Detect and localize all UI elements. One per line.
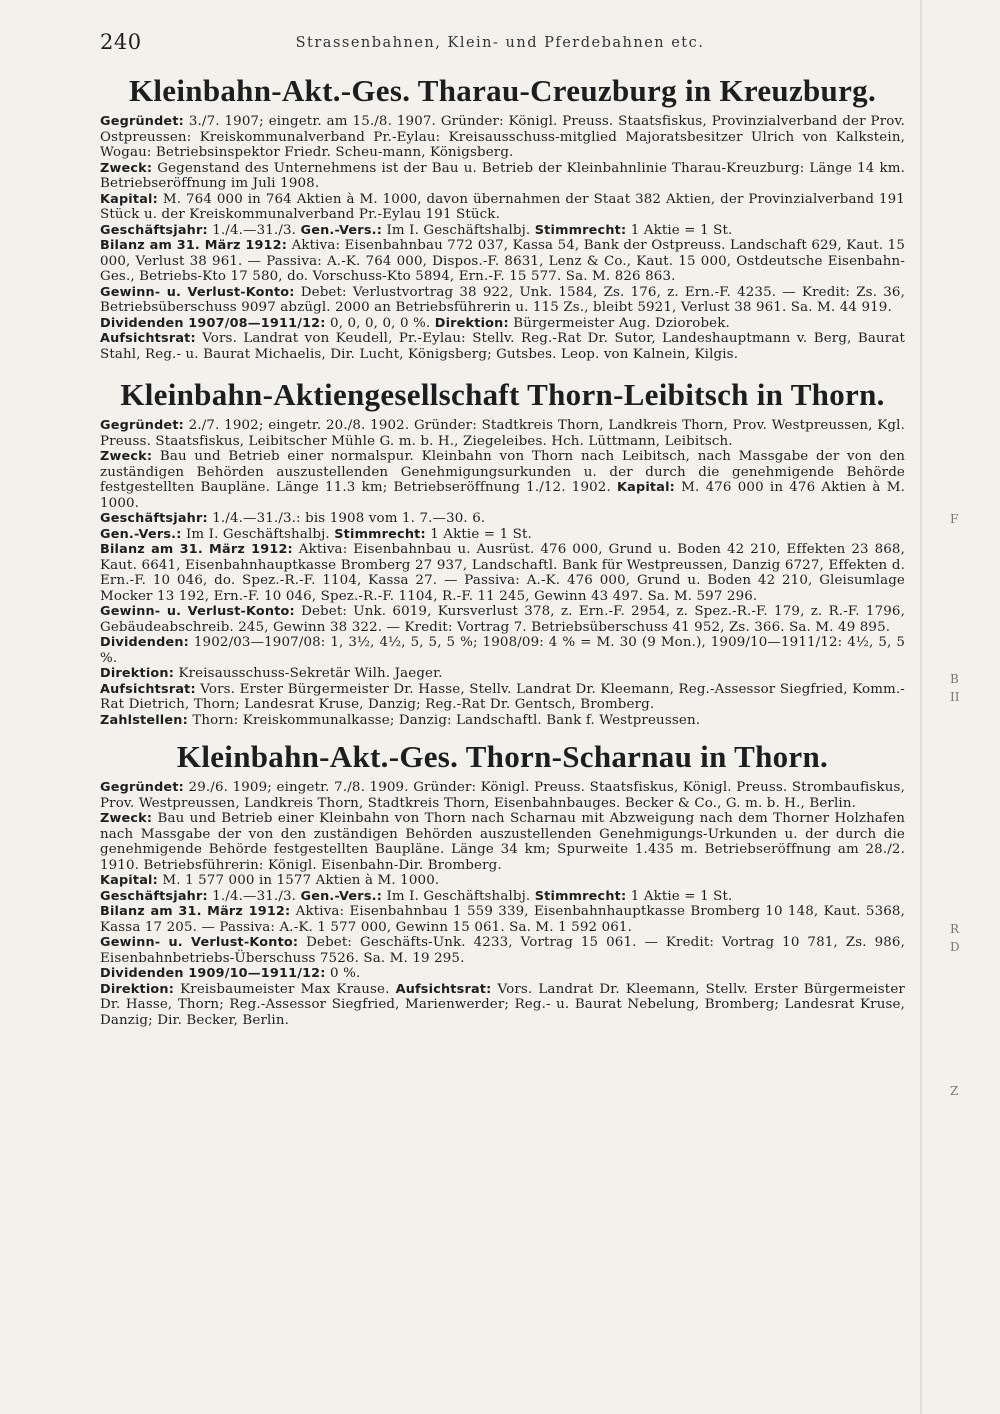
entry-text: Aktiva: Eisenbahnbau 1 559 339, Eisenbahnhauptkasse Bromberg 10 148, Kaut. 5368, Kassa 17 205. — Passiva: A.-K. 1 577 000, Gewinn 15 061. Sa. M. 1 592 061. — [100, 904, 905, 935]
margin-mark: II — [950, 690, 960, 704]
entry-text: M. 476 000 in 476 Aktien à M. 1000. — [100, 480, 905, 511]
entry-label: Dividenden: — [100, 635, 189, 650]
entry-text: Aktiva: Eisenbahnbau 772 037, Kassa 54, Bank der Ostpreuss. Landschaft 629, Kaut. 15 000, Verlust 38 961. — Passiva: A.-K. 764 000, Dispos.-F. 8631, Lenz & Co., Kaut. 15 000, Ostdeutsche Eisenbahn-Ges., Betriebs-Kto 17 580, do. Vorschuss-Kto 5894, Ern.-F. 15 577. Sa. M. 826 863. — [100, 238, 906, 284]
entry-founded — [100, 114, 905, 161]
entry-dividends — [100, 635, 905, 666]
entry-text: 1./4.—31./3. — [212, 222, 297, 238]
entry-label: Geschäftsjahr: — [100, 511, 208, 526]
entry-text: Kreisausschuss-Sekretär Wilh. Jaeger. — [178, 666, 443, 681]
page-number: 240 — [100, 30, 142, 54]
entry-text: Debet: Verlustvortrag 38 922, Unk. 1584, Zs. 176, z. Ern.-F. 4235. — Kredit: Zs. 36, Betriebsüberschuss 9097 abzügl. 2000 an Betriebsführerin u. 115 Zs., bleibt 5921, Verlust 38 961. Sa. M. 44 919. — [100, 284, 905, 315]
entry-text: Im I. Geschäftshalbj. — [185, 526, 330, 542]
entry-label: Aufsichtsrat: — [100, 681, 196, 697]
entry-label: Gegründet: — [100, 418, 184, 433]
entry-text: M. 764 000 in 764 Aktien à M. 1000, davon übernahmen der Staat 382 Aktien, der Provinzialverband 191 Stück u. der Kreiskommunalverband Pr.-Eylau 191 Stück. — [100, 191, 905, 222]
entry-label: Stimmrecht: — [334, 526, 426, 542]
entry-label: Direktion: — [434, 315, 509, 331]
entry-text: Bau und Betrieb einer normalspur. Kleinbahn von Thorn nach Leibitsch, nach Massgabe der von den zuständigen Behörden auszustellenden Genehmigungsurkunden u. der durch die genehmigende Behörde festgestellten Baupläne. Länge 11.3 km; Betriebseröffnung 1./12. 1902. — [100, 449, 905, 495]
entry-text: M. 1 577 000 in 1577 Aktien à M. 1000. — [162, 873, 440, 888]
entry-text: 1./4.—31./3.: bis 1908 vom 1. 7.—30. 6. — [212, 511, 486, 526]
entry-text: Vors. Erster Bürgermeister Dr. Hasse, Stellv. Landrat Dr. Kleemann, Reg.-Assessor Siegfried, Komm.-Rat Dietrich, Thorn; Landesrat Kruse, Danzig; Reg.-Rat Dr. Gentsch, Bromberg. — [100, 681, 905, 712]
entry-balance — [100, 542, 905, 604]
entry-text: Debet: Geschäfts-Unk. 4233, Vortrag 15 061. — Kredit: Vortrag 10 781, Zs. 986, Eisenbahnbetriebs-Überschuss 7526. Sa. M. 19 295. — [100, 935, 905, 966]
entry-paying-agents — [100, 713, 905, 729]
entry-label: Stimmrecht: — [534, 222, 627, 238]
adjacent-page-margin — [930, 0, 990, 1414]
entry-label: Dividenden 1909/10—1911/12: — [100, 966, 326, 981]
entry-balance — [100, 238, 905, 285]
running-title: Strassenbahnen, Klein- und Pferdebahnen etc. — [295, 35, 705, 51]
entry-text: Aktiva: Eisenbahnbau u. Ausrüst. 476 000, Grund u. Boden 42 210, Effekten 23 868, Kaut. 6641, Eisenbahnhauptkasse Bromberg 27 937, Landschaftl. Bank für Westpreussen, Danzig 6727, Effekten d. Ern.-F. 10 046, do. Spez.-R.-F. 1104, Kassa 27. — Passiva: A.-K. 476 000, Grund u. Boden 42 210, Gleisumlage Mocker 13 192, Ern.-F. 10 046, Spez.-R.-F. 1104, R.-F. 11 245, Gewinn 43 497. Sa. M. 597 296. — [100, 542, 905, 604]
entry-label: Gewinn- u. Verlust-Konto: — [100, 604, 295, 619]
entry-label: Aufsichtsrat: — [395, 981, 492, 997]
entry-label: Geschäftsjahr: — [100, 222, 208, 238]
entry-text: 1 Aktie = 1 St. — [630, 888, 733, 904]
entry-label: Geschäftsjahr: — [100, 888, 208, 904]
entry-text: 1902/03—1907/08: 1, 3½, 4½, 5, 5, 5 %; 1908/09: 4 % = M. 30 (9 Mon.), 1909/10—1911/12: 4½, 5, 5 %. — [100, 635, 905, 666]
page-binding-edge — [920, 0, 923, 1414]
entry-supervisory-board — [100, 682, 905, 713]
entry-balance — [100, 904, 905, 935]
entry-purpose — [100, 449, 905, 511]
company-section — [100, 372, 905, 728]
entry-profit-loss — [100, 604, 905, 635]
entry-capital — [100, 873, 905, 889]
company-section — [100, 68, 905, 362]
entry-label: Zweck: — [100, 449, 153, 464]
entry-text: 1 Aktie = 1 St. — [430, 526, 532, 542]
entry-label: Stimmrecht: — [534, 888, 627, 904]
entry-label: Bilanz am 31. März 1912: — [100, 238, 288, 253]
entry-label: Bilanz am 31. März 1912: — [100, 904, 291, 919]
entry-text: Gegenstand des Unternehmens ist der Bau u. Betrieb der Kleinbahnlinie Tharau-Kreuzburg: Länge 14 km. Betriebseröffnung im Juli 1908. — [100, 160, 905, 191]
entry-label: Kapital: — [617, 480, 675, 495]
entry-label: Dividenden 1907/08—1911/12: — [100, 315, 326, 331]
entry-text: 1 Aktie = 1 St. — [630, 222, 733, 238]
entry-management — [100, 666, 905, 682]
text-column — [100, 68, 905, 1028]
entry-purpose — [100, 811, 905, 873]
entry-text: Bürgermeister Aug. Dziorobek. — [513, 315, 730, 331]
company-section — [100, 734, 905, 1028]
entry-founded — [100, 780, 905, 811]
entry-label: Gewinn- u. Verlust-Konto: — [100, 284, 295, 300]
entry-label: Zahlstellen: — [100, 712, 188, 728]
entry-general-meeting — [100, 527, 905, 543]
entry-dividends — [100, 966, 905, 982]
entry-profit-loss — [100, 935, 905, 966]
company-title: Kleinbahn-Aktiengesellschaft Thorn-Leibitsch in Thorn. — [120, 377, 885, 412]
entry-label: Kapital: — [100, 873, 158, 888]
page-header — [100, 30, 900, 60]
entry-text: 0 %. — [330, 966, 361, 981]
entry-label: Direktion: — [100, 666, 175, 681]
entry-text: Vors. Landrat von Keudell, Pr.-Eylau: Stellv. Reg.-Rat Dr. Sutor, Landeshauptmann v. Berg, Baurat Stahl, Reg.- u. Baurat Michaelis, Dir. Lucht, Königsberg; Gutsbes. Leop. von Kalnein, Kilgis. — [100, 331, 905, 362]
company-title: Kleinbahn-Akt.-Ges. Tharau-Creuzburg in Kreuzburg. — [128, 73, 877, 108]
entry-text: 1./4.—31./3. — [212, 888, 297, 904]
entry-label: Gewinn- u. Verlust-Konto: — [100, 935, 299, 950]
entry-label: Bilanz am 31. März 1912: — [100, 542, 293, 557]
entry-label: Gen.-Vers.: — [100, 526, 182, 542]
entry-fiscal-year — [100, 511, 905, 527]
margin-mark: D — [950, 940, 960, 954]
entry-text: Im I. Geschäftshalbj. — [386, 222, 531, 238]
entry-label: Direktion: — [100, 981, 175, 997]
margin-mark: R — [950, 922, 960, 936]
entry-label: Gen.-Vers.: — [300, 888, 383, 904]
entry-text: Thorn: Kreiskommunalkasse; Danzig: Landschaftl. Bank f. Westpreussen. — [192, 712, 701, 728]
entry-text: Kreisbaumeister Max Krause. — [180, 981, 390, 997]
entry-fiscal-year — [100, 889, 905, 905]
entry-label: Gen.-Vers.: — [300, 222, 383, 238]
company-title: Kleinbahn-Akt.-Ges. Thorn-Scharnau in Thorn. — [176, 739, 829, 774]
entry-label: Aufsichtsrat: — [100, 331, 196, 346]
entry-label: Kapital: — [100, 191, 158, 207]
entry-text: 3./7. 1907; eingetr. am 15./8. 1907. Gründer: Königl. Preuss. Staatsfiskus, Provinzialverband der Prov. Ostpreussen: Kreiskommunalverband Pr.-Eylau: Kreisausschuss-mitglied Majoratsbesitzer Ulrich von Kalkstein, Wogau: Betriebsinspektor Friedr. Scheu-mann, Königsberg. — [100, 114, 905, 160]
entry-text: Vors. Landrat Dr. Kleemann, Stellv. Erster Bürgermeister Dr. Hasse, Thorn; Reg.-Assessor Siegfried, Marienwerder; Reg.- u. Baurat Nebelung, Bromberg; Landesrat Kruse, Danzig; Dir. Becker, Berlin. — [100, 981, 905, 1028]
entry-profit-loss — [100, 285, 905, 316]
entry-text: Bau und Betrieb einer Kleinbahn von Thorn nach Scharnau mit Abzweigung nach dem Thorner Holzhafen nach Massgabe der von den zuständigen Behörden auszustellenden Genehmigungs-Urkunden u. der durch die genehmigende Behörde festgestellten Baupläne. Länge 34 km; Spurweite 1.435 m. Betriebseröffnung am 28./2. 1910. Betriebsführerin: Königl. Eisenbahn-Dir. Bromberg. — [100, 811, 905, 873]
entry-dividends — [100, 316, 905, 332]
entry-text: 0, 0, 0, 0, 0 %. — [330, 315, 431, 331]
margin-mark: Z — [950, 1084, 959, 1098]
entry-fiscal-year — [100, 223, 905, 239]
entry-supervisory-board — [100, 331, 905, 362]
entry-capital — [100, 192, 905, 223]
entry-purpose — [100, 161, 905, 192]
entry-label: Zweck: — [100, 160, 153, 176]
entry-label: Gegründet: — [100, 780, 184, 795]
margin-mark: F — [950, 512, 959, 526]
entry-text: Im I. Geschäftshalbj. — [386, 888, 531, 904]
entry-text: 29./6. 1909; eingetr. 7./8. 1909. Gründer: Königl. Preuss. Staatsfiskus, Königl. Preuss. Strombaufiskus, Prov. Westpreussen, Landkreis Thorn, Stadtkreis Thorn, Eisenbahnbauges. Becker & Co., G. m. b. H., Berlin. — [100, 780, 905, 811]
entry-management — [100, 982, 905, 1029]
entry-text: Debet: Unk. 6019, Kursverlust 378, z. Ern.-F. 2954, z. Spez.-R.-F. 179, z. R.-F. 1796, Gebäudeabschreib. 245, Gewinn 38 322. — Kredit: Vortrag 7. Betriebsüberschuss 41 952, Zs. 366. Sa. M. 49 895. — [100, 604, 905, 635]
margin-mark: B — [950, 672, 959, 686]
entry-label: Gegründet: — [100, 114, 184, 129]
entry-label: Zweck: — [100, 811, 153, 826]
entry-founded — [100, 418, 905, 449]
entry-text: 2./7. 1902; eingetr. 20./8. 1902. Gründer: Stadtkreis Thorn, Landkreis Thorn, Prov. Westpreussen, Kgl. Preuss. Staatsfiskus, Leibitscher Mühle G. m. b. H., Ziegeleibes. Hch. Lüttmann, Leibitsch. — [100, 418, 905, 449]
